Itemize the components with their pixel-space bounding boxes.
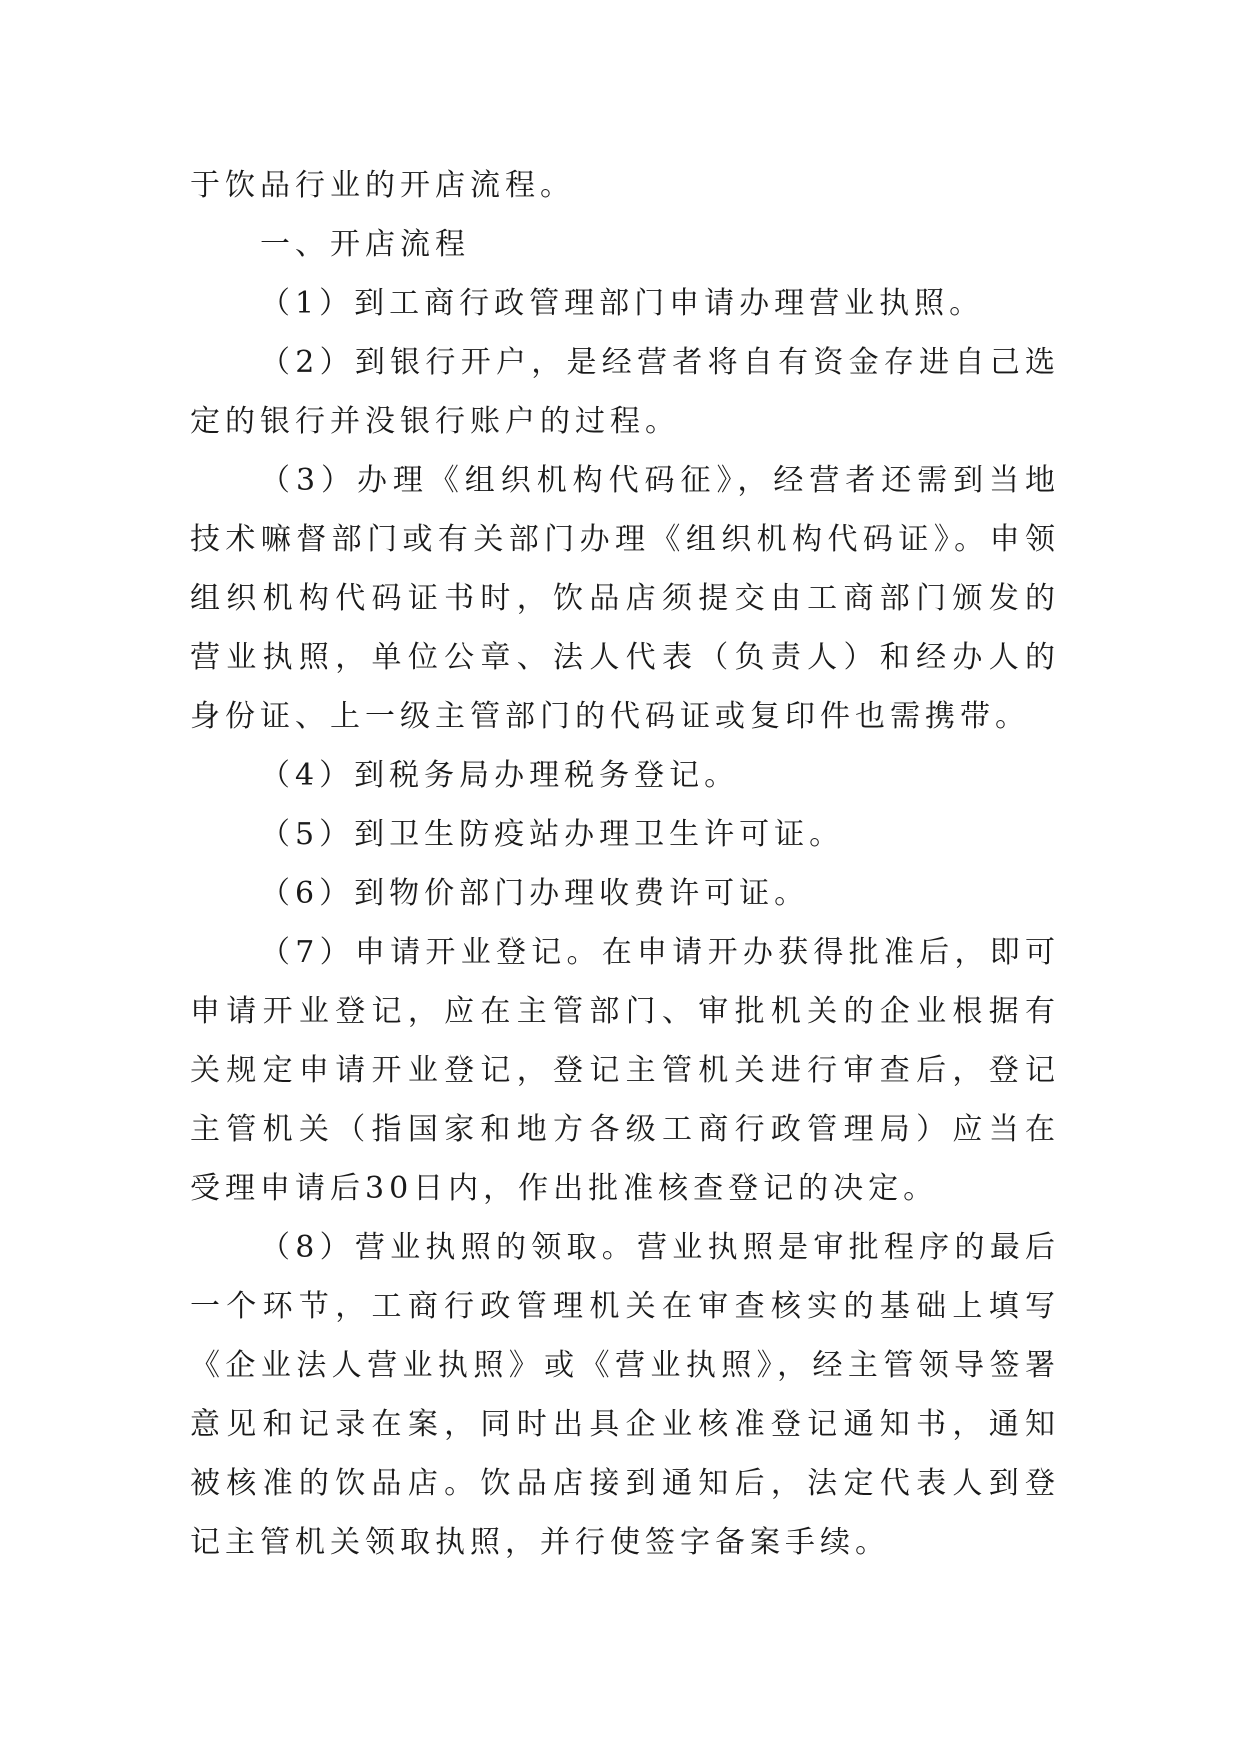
paragraph-step-5: （5）到卫生防疫站办理卫生许可证。 (260, 817, 845, 852)
section-heading-opening-process: 一、开店流程 (260, 227, 470, 262)
paragraph-step-8: （8）营业执照的领取。营业执照是审批程序的最后一个环节，工商行政管理机关在审查核实的基础上填写《企业法人营业执照》或《营业执照》，经主管领导签署意见和记录在案，同时出具企业核准登记通知书，通知被核准的饮品店。饮品店接到通知后，法定代表人到登记主管机关领取执照，并行使签字备案手续。 (190, 1230, 1060, 1560)
paragraph-step-2: （2）到银行开户，是经营者将自有资金存进自己选定的银行并没银行账户的过程。 (190, 345, 1060, 439)
paragraph-step-3: （3）办理《组织机构代码征》，经营者还需到当地技术嘛督部门或有关部门办理《组织机构代码证》。申领组织机构代码证书时，饮品店须提交由工商部门颁发的营业执照，单位公章、法人代表（负责人）和经办人的身份证、上一级主管部门的代码证或复印件也需携带。 (190, 463, 1060, 734)
paragraph-intro-continuation: 于饮品行业的开店流程。 (190, 168, 575, 203)
paragraph-step-4: （4）到税务局办理税务登记。 (260, 758, 740, 793)
paragraph-step-7: （7）申请开业登记。在申请开办获得批准后，即可申请开业登记，应在主管部门、审批机关的企业根据有关规定申请开业登记，登记主管机关进行审查后，登记主管机关（指国家和地方各级工商行政管理局）应当在受理申请后30日内，作出批准核查登记的决定。 (190, 935, 1060, 1206)
paragraph-step-1: （1）到工商行政管理部门申请办理营业执照。 (260, 286, 985, 321)
paragraph-step-6: （6）到物价部门办理收费许可证。 (260, 876, 810, 911)
document-body (190, 156, 1060, 1572)
